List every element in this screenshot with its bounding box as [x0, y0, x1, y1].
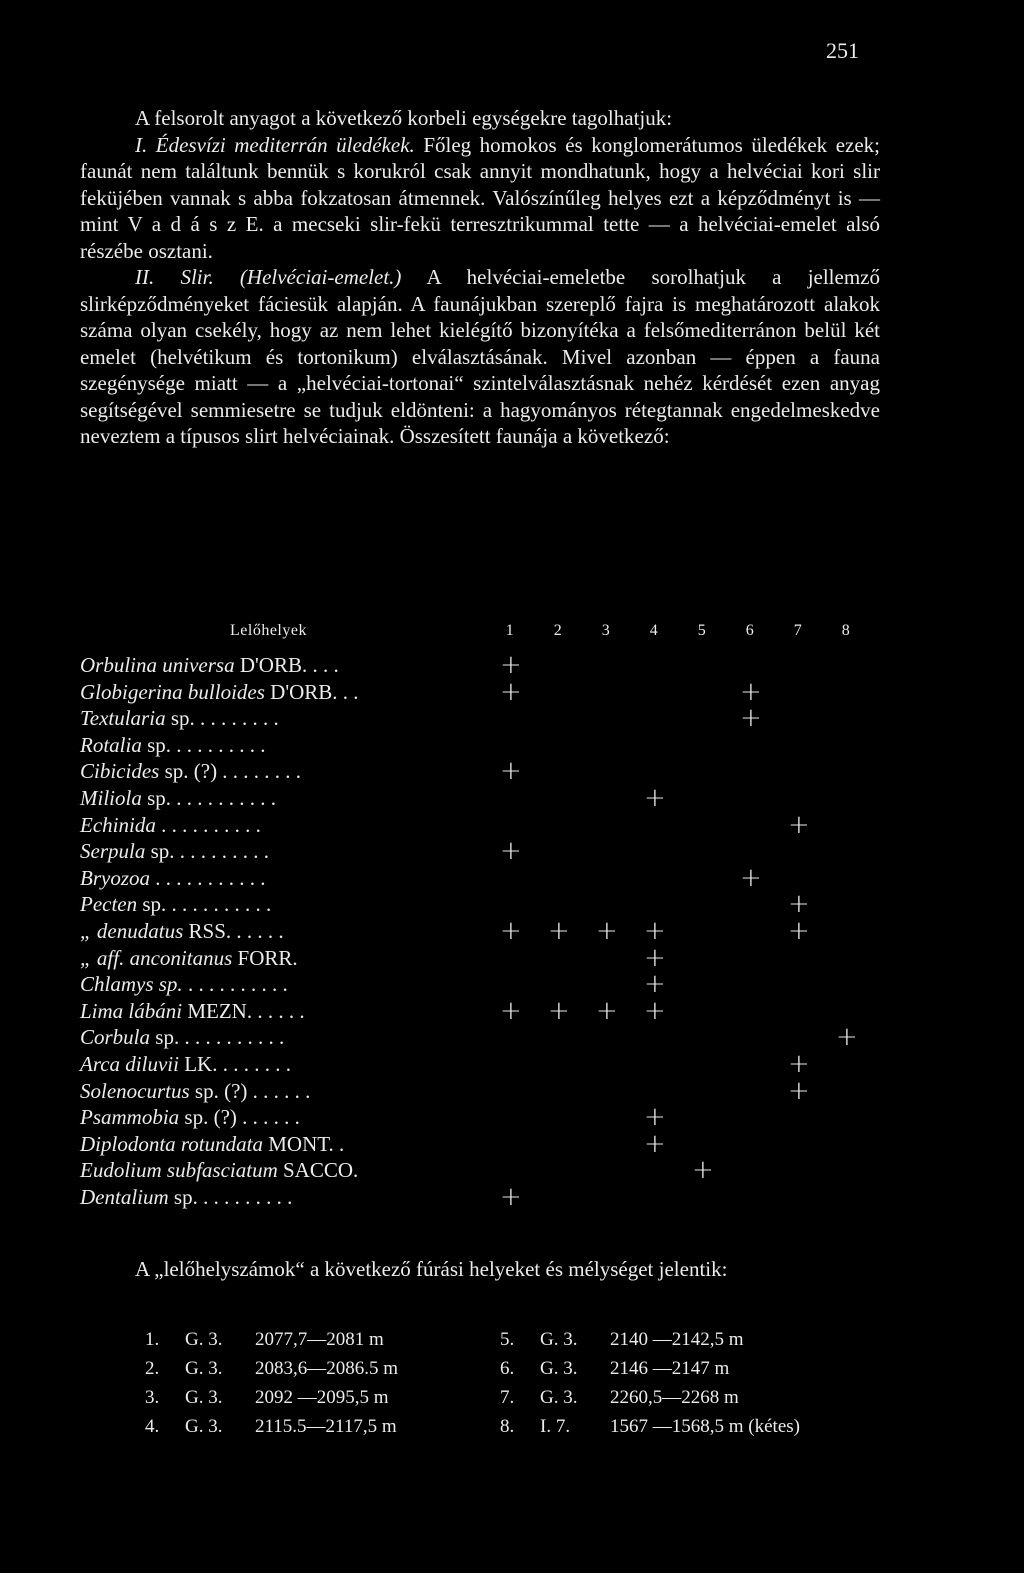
site-no: 3. [145, 1387, 160, 1408]
occurrence-mark: + [644, 1102, 666, 1133]
site-well: G. 3. [185, 1416, 223, 1437]
fauna-row [80, 1104, 900, 1131]
fauna-table [80, 618, 900, 1210]
taxon-author: MEZN. . . . . . [182, 998, 305, 1023]
taxon-name [80, 812, 261, 839]
occurrence-mark: + [644, 942, 666, 973]
site-no: 1. [145, 1329, 160, 1350]
taxon-italic: Echinida [80, 812, 156, 837]
occurrence-mark: + [644, 1128, 666, 1159]
site-no: 8. [500, 1416, 515, 1437]
occurrence-mark: + [644, 969, 666, 1000]
section-heading: I. Édesvízi mediterrán üledékek. [135, 132, 415, 157]
site-depth: 2260,5—2268 m [610, 1387, 739, 1408]
occurrence-mark: + [644, 915, 666, 946]
taxon-name [80, 1051, 291, 1078]
locality-column-number: 7 [793, 622, 803, 639]
taxon-italic: Diplodonta rotundata [80, 1131, 263, 1156]
taxon-italic: Solenocurtus [80, 1078, 190, 1103]
taxon-author: D'ORB. . . . [234, 653, 339, 677]
paragraph-text: A felsorolt anyagot a következő korbeli egységekre tagolhatjuk: [135, 106, 673, 130]
fauna-row [80, 971, 900, 998]
taxon-author: D'ORB. . . [264, 679, 359, 704]
taxon-author: . . . . . . . . . . . [150, 865, 266, 890]
occurrence-mark: + [692, 1155, 714, 1186]
occurrence-mark: + [500, 995, 522, 1026]
occurrence-mark: + [500, 756, 522, 787]
taxon-italic: Chlamys sp. [80, 972, 183, 997]
taxon-name [80, 758, 301, 785]
occurrence-mark: + [500, 676, 522, 707]
fauna-row [80, 809, 900, 840]
locality-column-number: 8 [841, 622, 851, 639]
taxon-italic: Eudolium subfasciatum [80, 1158, 278, 1183]
section-slir-paragraph [80, 264, 880, 450]
occurrence-mark: + [788, 915, 810, 946]
occurrence-mark: + [788, 809, 810, 840]
site-no: 5. [500, 1329, 515, 1350]
taxon-italic: Globigerina bulloides [80, 679, 265, 704]
taxon-author: SACCO. [277, 1158, 359, 1183]
taxon-author: sp. . . . . . . . . . . [150, 1025, 285, 1050]
taxon-name [80, 865, 266, 892]
site-row [145, 1412, 905, 1441]
locality-column-number: 2 [553, 622, 563, 639]
occurrence-mark: + [500, 650, 522, 680]
borehole-site-list [145, 1325, 905, 1441]
taxon-name [80, 838, 269, 865]
occurrence-mark: + [500, 915, 522, 946]
site-depth: 2115.5—2117,5 m [255, 1416, 397, 1437]
taxon-name [80, 1104, 300, 1131]
fauna-table-header [80, 618, 900, 652]
taxon-author: MONT. . [262, 1131, 345, 1156]
taxon-italic: Miliola [80, 785, 142, 810]
site-depth: 2092 —2095,5 m [255, 1387, 389, 1408]
taxon-author: sp. (?) . . . . . . [179, 1105, 300, 1130]
body-text [80, 105, 880, 450]
taxon-italic: „ denudatus [80, 918, 184, 943]
taxon-italic: Arca diluvii [80, 1051, 179, 1076]
locality-column-number: 6 [745, 622, 755, 639]
fauna-table-body [80, 652, 900, 1210]
taxon-name [80, 918, 284, 945]
taxon-italic: Rotalia [80, 732, 142, 757]
fauna-row [80, 676, 900, 707]
taxon-author: . . . . . . . . . . [155, 812, 261, 837]
taxon-name [80, 945, 298, 972]
fauna-row [80, 942, 900, 973]
fauna-row [80, 995, 900, 1026]
fauna-row [80, 1181, 900, 1212]
site-well: G. 3. [185, 1329, 223, 1350]
paragraph-text: Főleg homokos és konglomerátumos üledékek ezek; faunát nem találtunk bennük s korukról csak annyit mondhatunk, hogy a helvéciai kori slir feküjében vannak s abba fokzatosan átmennek. Valószínűleg helyes ezt a képződményt is — mint V a d á s z E. a mecseki slir-fekü terresztrikummal tette — a helvéciai-emelet alsó részébe osztani. [80, 132, 880, 263]
taxon-author: sp. (?) . . . . . . . . [159, 759, 302, 784]
taxon-name [80, 891, 271, 918]
site-well: G. 3. [540, 1387, 578, 1408]
site-well: I. 7. [540, 1416, 571, 1437]
fauna-row [80, 862, 900, 893]
taxon-name [80, 1184, 292, 1211]
occurrence-mark: + [788, 889, 810, 920]
locality-column-number: 5 [697, 622, 707, 639]
occurrence-mark: + [596, 915, 618, 946]
occurrence-mark: + [740, 676, 762, 707]
fauna-row [80, 838, 900, 865]
site-no: 7. [500, 1387, 515, 1408]
taxon-name [80, 679, 359, 706]
taxon-italic: Lima lábáni [80, 998, 183, 1023]
fauna-row [80, 758, 900, 785]
taxon-author: FORR. [232, 945, 298, 970]
fauna-row [80, 732, 900, 759]
site-well: G. 3. [185, 1387, 223, 1408]
taxon-italic: Cibicides [80, 759, 160, 784]
taxon-author: sp. . . . . . . . . . . [141, 785, 277, 810]
taxon-author: sp. . . . . . . . . . [145, 839, 270, 864]
taxon-author: RSS. . . . . . [183, 918, 284, 943]
site-no: 6. [500, 1358, 515, 1379]
taxon-italic: Textularia [80, 706, 166, 731]
fauna-row [80, 705, 900, 732]
taxon-author: . . . . . . . . . . [182, 972, 288, 997]
site-depth: 2140 —2142,5 m [610, 1329, 744, 1350]
intro-paragraph [80, 105, 880, 132]
locality-header-label: Lelőhelyek [230, 622, 307, 639]
taxon-name [80, 971, 288, 998]
site-no: 4. [145, 1416, 160, 1437]
occurrence-mark: + [740, 862, 762, 893]
occurrence-mark: + [788, 1048, 810, 1079]
taxon-italic: Dentalium [80, 1184, 169, 1209]
taxon-name [80, 1157, 358, 1184]
section-freshwater-paragraph [80, 132, 880, 265]
closing-paragraph: A „lelőhelyszámok“ a következő fúrási helyeket és mélységet jelentik: [135, 1257, 728, 1281]
taxon-author: sp. . . . . . . . . . [168, 1184, 293, 1209]
taxon-name [80, 1078, 310, 1105]
occurrence-mark: + [548, 995, 570, 1026]
fauna-row [80, 1048, 900, 1079]
taxon-italic: „ aff. anconitanus [80, 945, 233, 970]
taxon-italic: Corbula [80, 1025, 151, 1050]
taxon-author: LK. . . . . . . . [178, 1051, 291, 1076]
site-depth: 1567 —1568,5 m (kétes) [610, 1416, 800, 1437]
site-row [145, 1325, 905, 1354]
fauna-row [80, 915, 900, 946]
section-heading: II. Slir. (Helvéciai-emelet.) [135, 265, 402, 289]
locality-column-number: 4 [649, 622, 659, 639]
site-well: G. 3. [540, 1358, 578, 1379]
taxon-italic: Bryozoa [80, 865, 150, 890]
taxon-italic: Orbulina universa [80, 653, 235, 677]
fauna-row [80, 1075, 900, 1106]
fauna-row [80, 1128, 900, 1159]
occurrence-mark: + [500, 1181, 522, 1212]
taxon-name [80, 732, 266, 759]
fauna-row [80, 1024, 900, 1051]
occurrence-mark: + [740, 703, 762, 734]
taxon-author: sp. . . . . . . . . [165, 706, 279, 731]
occurrence-mark: + [644, 782, 666, 813]
fauna-row [80, 891, 900, 918]
taxon-italic: Pecten [80, 892, 138, 917]
taxon-name [80, 652, 339, 679]
fauna-row [80, 782, 900, 813]
occurrence-mark: + [788, 1075, 810, 1106]
paragraph-text: A helvéciai-emeletbe sorolhatjuk a jellemző slirképződményeket fáciesük alapján. A faunájukban szereplő fajra is meghatározott alakok száma olyan csekély, hogy az nem lehet kielégítő bizonyítéka a felsőmediterránon belül két emelet (helvétikum és tortonikum) elválasztásának. Mivel azonban — éppen a fauna szegénysége miatt — a „helvéciai-tortonai“ szintelválasztásnak nehéz kérdését ezen anyag segítségével semmiesetre se tudjuk eldönteni: a hagyományos rétegtannak engedelmeskedve neveztem a típusos slirt helvéciainak. Összesített faunája a következő: [80, 265, 880, 448]
site-depth: 2077,7—2081 m [255, 1329, 384, 1350]
locality-column-number: 1 [505, 622, 515, 639]
site-depth: 2083,6—2086.5 m [255, 1358, 399, 1379]
taxon-italic: Serpula [80, 839, 146, 864]
page-number: 251 [826, 38, 859, 63]
taxon-name [80, 785, 276, 812]
site-well: G. 3. [185, 1358, 223, 1379]
taxon-name [80, 1024, 284, 1051]
taxon-name [80, 1131, 344, 1158]
fauna-row [80, 652, 900, 679]
occurrence-mark: + [596, 995, 618, 1026]
occurrence-mark: + [548, 915, 570, 946]
site-row [145, 1383, 905, 1412]
taxon-name [80, 998, 305, 1025]
occurrence-mark: + [644, 995, 666, 1026]
taxon-italic: Psammobia [80, 1105, 180, 1130]
occurrence-mark: + [836, 1022, 858, 1053]
site-row [145, 1354, 905, 1383]
taxon-author: sp. . . . . . . . . . [141, 732, 266, 757]
fauna-row [80, 1157, 900, 1184]
site-no: 2. [145, 1358, 160, 1379]
taxon-name [80, 705, 279, 732]
taxon-author: sp. (?) . . . . . . [189, 1078, 311, 1103]
taxon-author: sp. . . . . . . . . . . [137, 892, 272, 917]
occurrence-mark: + [500, 836, 522, 867]
site-well: G. 3. [540, 1329, 578, 1350]
site-depth: 2146 —2147 m [610, 1358, 730, 1379]
locality-column-number: 3 [601, 622, 611, 639]
